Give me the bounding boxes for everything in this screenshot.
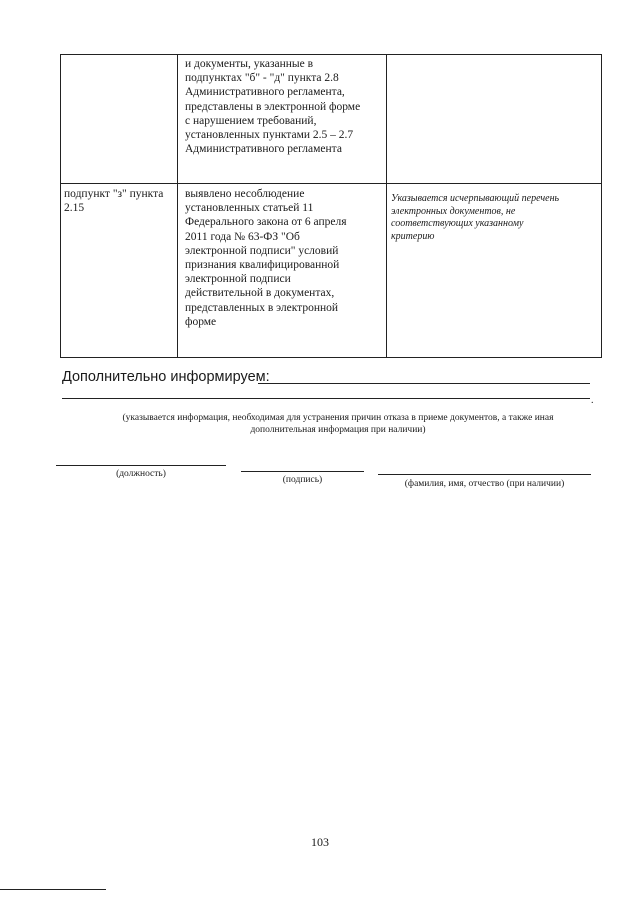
signature-line [241, 471, 364, 472]
table-row-divider [61, 183, 601, 184]
footnote-separator [0, 889, 106, 890]
additional-info-label: Дополнительно информируем: [62, 369, 270, 385]
page-number: 103 [311, 835, 329, 849]
table-row-2-col-2: выявлено несоблюдение установленных статьей 11 Федерального закона от 6 апреля 2011 года № 63-ФЗ "Об электронной подписи" условий признания квалифицированной электронной подписи действительной в документах, представленных в электронной форме [185, 188, 347, 328]
position-signature-line [56, 465, 226, 466]
table-row-1-col-2: и документы, указанные в подпунктах "б" - "д" пункта 2.8 Административного регламента, представлены в электронной форме с нарушением требований, установленных пунктами 2.5 – 2.7 Административного регламента [185, 58, 361, 156]
full-name-signature-line [378, 474, 591, 475]
refusal-reasons-table [60, 54, 602, 358]
table-column-divider [177, 55, 178, 357]
additional-info-hint: дополнительная информация при наличии) [250, 425, 426, 435]
table-row-2-col-1: подпункт "з" пункта 2.15 [64, 188, 164, 215]
position-caption: (должность) [116, 469, 166, 479]
table-column-divider [386, 55, 387, 357]
full-name-caption: (фамилия, имя, отчество (при наличии) [404, 479, 565, 489]
table-row-2-col-3: Указывается исчерпывающий перечень электронных документов, не соответствующих указанному критерию [391, 193, 560, 242]
additional-info-fill-line [62, 398, 590, 399]
signature-caption: (подпись) [282, 475, 323, 485]
additional-info-fill-line [258, 383, 590, 384]
additional-info-end-mark: . [591, 395, 594, 406]
additional-info-hint: (указывается информация, необходимая для устранения причин отказа в приеме документов, а также иная [122, 413, 554, 423]
